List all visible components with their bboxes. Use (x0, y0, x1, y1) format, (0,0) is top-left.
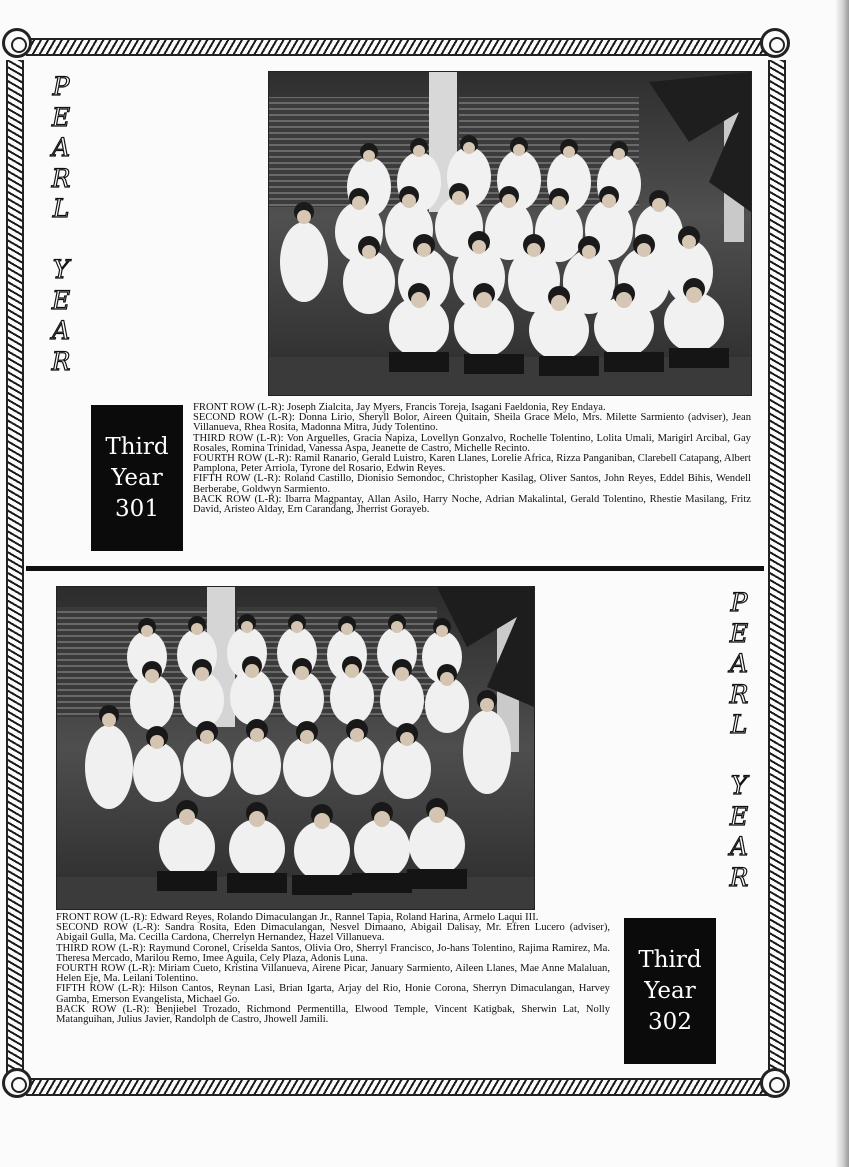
class-photo-302 (56, 586, 535, 910)
title-letter (722, 741, 756, 772)
title-letter: P (730, 588, 748, 617)
caption-row (56, 1005, 610, 1025)
row-names: Donna Lirio, Sheryll Bolor, Aireen Quitain, Sheila Grace Melo, Mrs. Milette Sarmiento (adviser), Jean Villanueva, Rhea Rosita, Madonna Mitra, Judy Tolentino. (193, 412, 752, 434)
row-label: FRONT ROW (L-R): (193, 402, 285, 413)
row-names: Benjiebel Trozado, Richmond Permentilla, Elwood Temple, Vincent Katigbak, Sherwin Lat, Nolly Matanguihan, Julius Javier, Randolph de Castro, Jhowell Jamili. (56, 1003, 611, 1026)
rope-knot-top-right (760, 28, 790, 58)
title-letter: Y (52, 255, 70, 284)
vertical-title-top (44, 72, 78, 377)
row-label: SECOND ROW (L-R): (56, 922, 160, 934)
row-label: FOURTH ROW (L-R): (193, 453, 292, 465)
title-letter: R (729, 679, 749, 709)
title-letter: E (729, 801, 749, 831)
section-label-line: Year (111, 464, 163, 491)
row-names: Ibarra Magpantay, Allan Asilo, Harry Noche, Adrian Makalintal, Gerald Tolentino, Rhestie Masilang, Fritz David, Aristeo Alday, Ern Carandang, Jherrist Gorayeb. (193, 493, 751, 516)
row-label: FOURTH ROW (L-R): (56, 963, 156, 975)
section-label-line: Third (105, 433, 169, 460)
row-label: BACK ROW (L-R): (56, 1003, 150, 1015)
rope-border-top (26, 38, 768, 56)
title-letter: A (51, 316, 71, 345)
section-label-line: 301 (115, 495, 159, 522)
rope-knot-top-left (2, 28, 32, 58)
caption-row (56, 984, 610, 1004)
title-letter: L (730, 710, 748, 739)
vertical-title-bottom (722, 588, 756, 893)
row-names: Roland Castillo, Dionisio Semondoc, Christopher Kasilag, Oliver Santos, John Reyes, Eddel Bihis, Wendell Berberabe, Goldwyn Sarmiento. (193, 473, 751, 495)
row-label: FIFTH ROW (L-R): (56, 983, 146, 995)
row-label: FIFTH ROW (L-R): (193, 473, 281, 485)
class-photo-301 (268, 71, 752, 396)
rope-border-bottom (26, 1078, 768, 1096)
caption-row (193, 454, 751, 474)
row-label: BACK ROW (L-R): (193, 493, 282, 505)
row-label: FRONT ROW (L-R): (56, 912, 148, 923)
title-letter: E (51, 285, 71, 315)
caption-row (193, 434, 751, 454)
section-label-301 (91, 405, 183, 551)
title-letter: R (51, 163, 71, 193)
section-label-line: Year (644, 977, 696, 1004)
caption-row (56, 964, 610, 984)
caption-301 (193, 403, 751, 515)
title-letter (44, 225, 78, 256)
row-names: Von Arguelles, Gracia Napiza, Lovellyn Gonzalvo, Rochelle Tolentino, Lolita Umali, Marigirl Arcibal, Gay Rosales, Romina Trinidad, Vanessa Aspa, Jeanette de Castro, Michelle Recinto. (193, 432, 751, 454)
caption-row (193, 474, 751, 494)
section-label-line: Third (638, 946, 702, 973)
title-letter: A (729, 649, 749, 678)
caption-row (193, 413, 751, 433)
row-names: Sandra Rosita, Eden Dimaculangan, Nesvel Dimaano, Abigail Dalisay, Mr. Efren Lucero (adviser), Abigail Gulla, Ma. Cecilla Cardona, Cherrelyn Hernandez, Hazel Villanueva. (56, 922, 610, 944)
row-names: Ramil Ranario, Gerald Luistro, Karen Llanes, Lorelie Africa, Rizza Panganiban, Clarebell Catapang, Albert Pamplona, Peter Arriola, Tyrone del Rosario, Edwin Reyes. (193, 453, 751, 475)
row-names: Miriam Cueto, Kristina Villanueva, Airene Picar, January Sarmiento, Aileen Llanes, Mae Anne Malaluan, Helen Eje, Ma. Leilani Tolentino. (56, 963, 610, 985)
caption-row (193, 495, 751, 515)
row-names: Joseph Zialcita, Jay Myers, Francis Toreja, Isagani Faeldonia, Rey Endaya. (287, 402, 606, 413)
title-letter: P (52, 72, 70, 101)
caption-row (56, 923, 610, 943)
rope-border-right (768, 60, 786, 1080)
row-names: Hilson Cantos, Reynan Lasi, Brian Igarta, Arjay del Rio, Honie Corona, Sherryn Dimaculangan, Harvey Gamba, Emerson Evangelista, Michael Go. (56, 983, 610, 1005)
title-letter: A (51, 133, 71, 162)
title-letter: E (51, 102, 71, 132)
section-label-302 (624, 918, 716, 1064)
section-divider (26, 566, 764, 571)
section-label-line: 302 (648, 1008, 692, 1035)
title-letter: Y (730, 771, 748, 800)
title-letter: R (729, 862, 749, 892)
rope-knot-bottom-left (2, 1068, 32, 1098)
caption-302 (56, 913, 610, 1025)
row-label: THIRD ROW (L-R): (56, 942, 146, 954)
page-edge-shadow (835, 0, 849, 1167)
title-letter: A (729, 832, 749, 861)
row-names: Raymund Coronel, Criselda Santos, Olivia Oro, Sherryl Francisco, Jo-hans Tolentino, Rajima Ramirez, Ma. Theresa Mercado, Marilou Remo, Imee Aguila, Cely Plaza, Adonis Luna. (56, 942, 610, 964)
title-letter: L (52, 194, 70, 223)
rope-knot-bottom-right (760, 1068, 790, 1098)
row-label: THIRD ROW (L-R): (193, 432, 284, 444)
row-names: Edward Reyes, Rolando Dimaculangan Jr., Rannel Tapia, Roland Harina, Armelo Laqui III. (150, 912, 539, 923)
title-letter: E (729, 618, 749, 648)
rope-border-left (6, 60, 24, 1080)
row-label: SECOND ROW (L-R): (193, 412, 295, 424)
caption-row (56, 944, 610, 964)
title-letter: R (51, 346, 71, 376)
